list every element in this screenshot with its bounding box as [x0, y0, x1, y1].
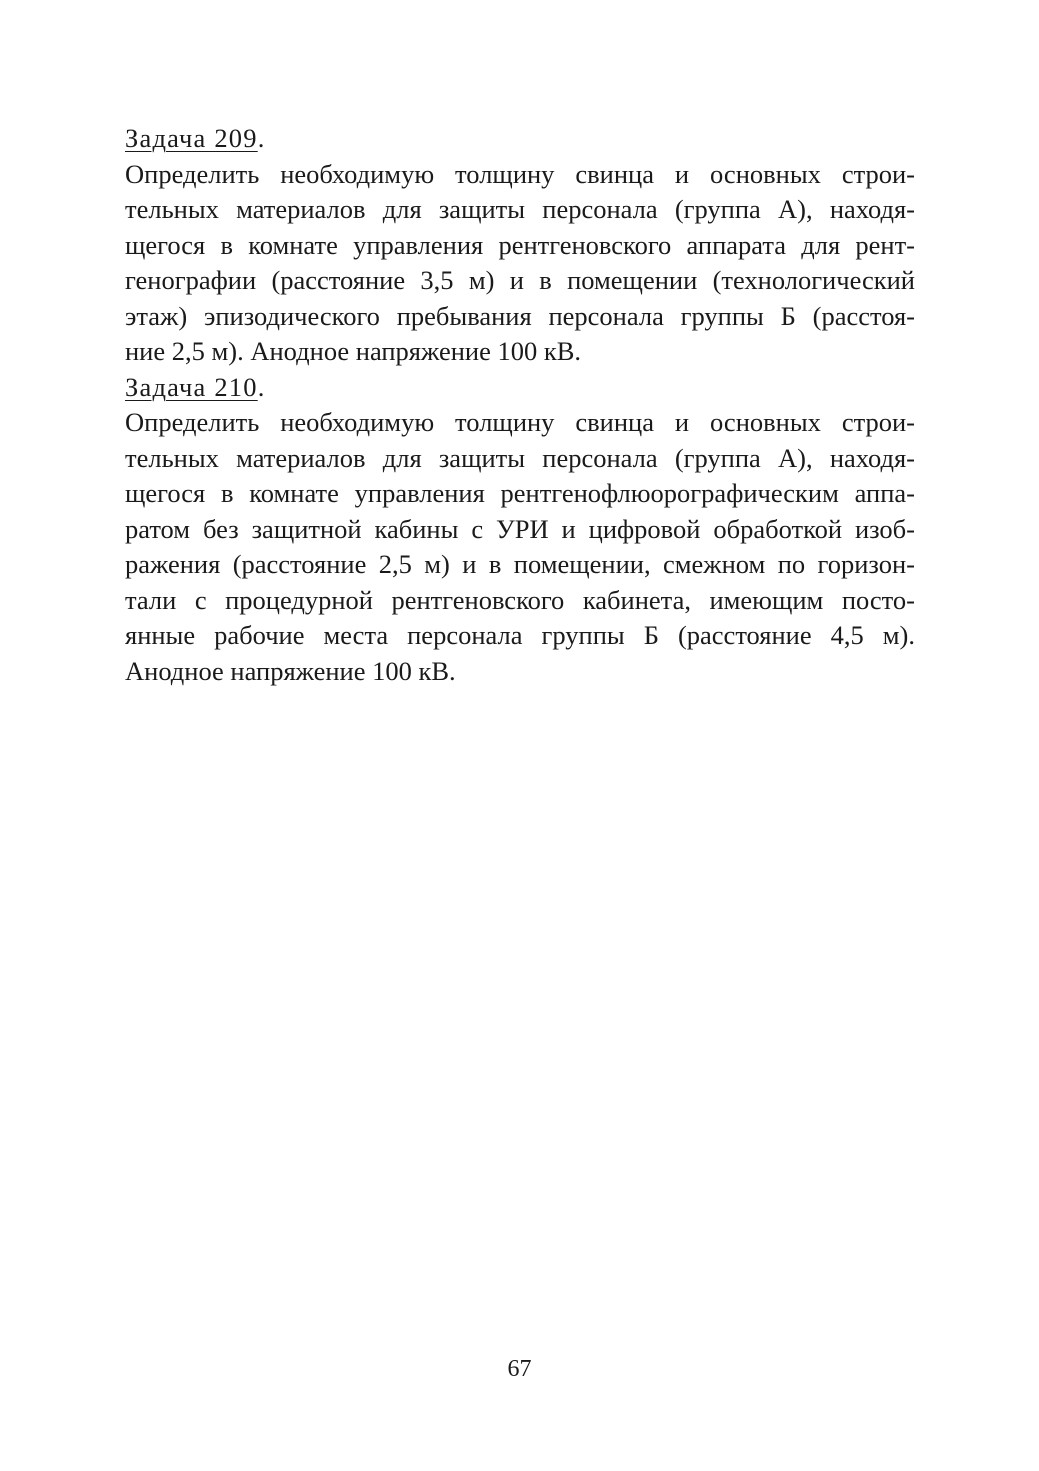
task-body-210	[125, 405, 915, 689]
text-line: щегося в комнате управления рентгеновского аппарата для рент-	[125, 229, 915, 260]
task-title: Задача 209	[125, 123, 258, 153]
text-block	[125, 121, 915, 689]
task-body-209	[125, 157, 915, 370]
task-title-suffix: .	[257, 371, 266, 402]
text-line: Определить необходимую толщину свинца и основных строи-	[125, 158, 915, 189]
text-line: тельных материалов для защиты персонала (группа А), находя-	[125, 442, 915, 473]
text-line: тельных материалов для защиты персонала (группа А), находя-	[125, 194, 915, 224]
text-line: янные рабочие места персонала группы Б (расстояние 4,5 м).	[125, 620, 915, 650]
text-line: ние 2,5 м). Анодное напряжение 100 кВ.	[125, 336, 582, 366]
text-line: Анодное напряжение 100 кВ.	[125, 655, 456, 686]
text-line: генографии (расстояние 3,5 м) и в помещении (технологический	[125, 265, 915, 295]
page-number: 67	[507, 1356, 532, 1382]
text-line: этаж) эпизодического пребывания персонала группы Б (расстоя-	[125, 300, 915, 331]
text-line: щегося в комнате управления рентгенофлюорографическим аппа-	[125, 478, 915, 508]
text-line: ражения (расстояние 2,5 м) и в помещении, смежном по горизон-	[125, 549, 915, 579]
task-heading-209	[125, 121, 915, 157]
text-line: ратом без защитной кабины с УРИ и цифровой обработкой изоб-	[125, 513, 915, 544]
task-heading-210	[125, 370, 915, 406]
text-line: тали с процедурной рентгеновского кабинета, имеющим посто-	[125, 584, 915, 615]
task-title: Задача 210	[125, 371, 258, 402]
task-title-suffix: .	[257, 123, 266, 153]
text-line: Определить необходимую толщину свинца и основных строи-	[125, 407, 915, 437]
